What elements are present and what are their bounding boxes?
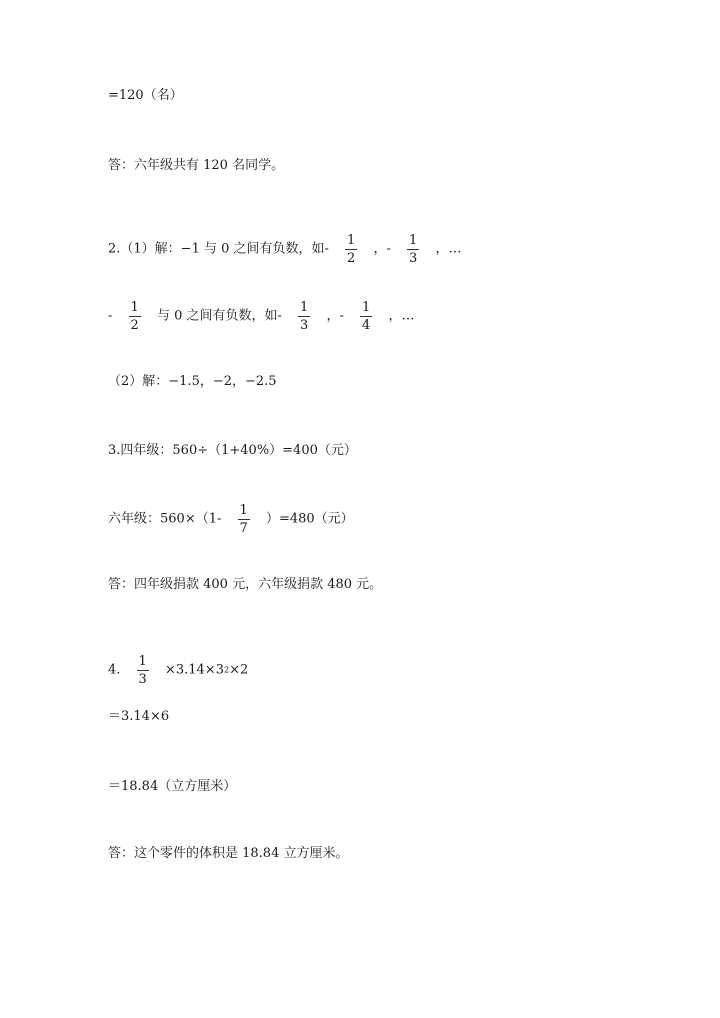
line-q4-formula: 4. $\frac{1}{3}$ ×3.14×32×2 <box>108 654 249 687</box>
fraction-one-third: $\frac{1}{3}$ <box>138 654 147 687</box>
line-q2-part2: （2）解：−1.5，−2，−2.5 <box>108 374 277 389</box>
fraction-one-third: $\frac{1}{3}$ <box>409 233 418 266</box>
line-q4-step3: ＝18.84（立方厘米） <box>108 779 237 794</box>
line-answer-1: 答：六年级共有 120 名同学。 <box>108 158 285 173</box>
line-q4-step2: ＝3.14×6 <box>108 709 170 724</box>
line-q2-part1-cont: - $\frac{1}{2}$ 与 0 之间有负数，如- $\frac{1}{3}$ ，- $\frac{1}{4}$ ，… <box>108 300 415 333</box>
fraction-one-quarter: $\frac{1}{4}$ <box>362 300 371 333</box>
line-q3-grade6: 六年级：560×（1- $\frac{1}{7}$ ）=480（元） <box>108 503 354 536</box>
line-answer-3: 答：四年级捐款 400 元，六年级捐款 480 元。 <box>108 577 383 592</box>
line-answer-4: 答：这个零件的体积是 18.84 立方厘米。 <box>108 846 349 861</box>
line-result-120: =120（名） <box>108 88 183 103</box>
fraction-one-seventh: $\frac{1}{7}$ <box>239 503 248 536</box>
exponent: 2 <box>223 665 230 675</box>
line-q2-part1: 2.（1）解：−1 与 0 之间有负数，如- $\frac{1}{2}$ ，- $\frac{1}{3}$ ，… <box>108 233 462 266</box>
fraction-one-third: $\frac{1}{3}$ <box>300 300 309 333</box>
fraction-one-half: $\frac{1}{2}$ <box>347 233 356 266</box>
fraction-one-half: $\frac{1}{2}$ <box>130 300 139 333</box>
line-q3-grade4: 3.四年级：560÷（1+40%）=400（元） <box>108 443 357 458</box>
